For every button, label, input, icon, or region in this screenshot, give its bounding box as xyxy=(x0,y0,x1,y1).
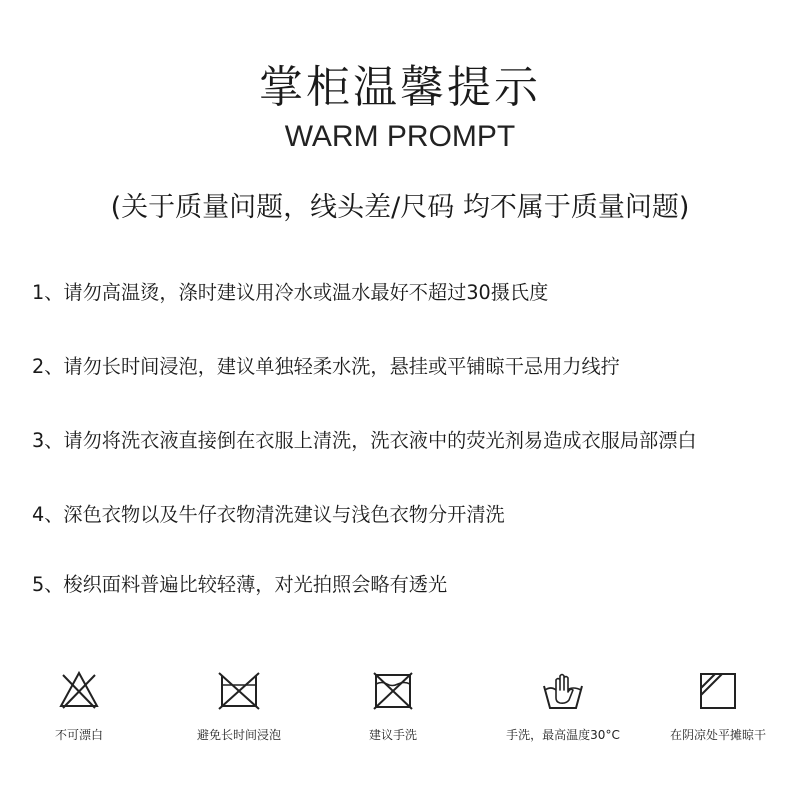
care-item-shade-dry-flat xyxy=(643,668,793,743)
quality-note: (关于质量问题，线头差/尺码 均不属于质量问题) xyxy=(110,192,690,223)
care-label-hand-wash-30: 手洗，最高温度30°C xyxy=(506,728,620,742)
care-item-no-bleach xyxy=(4,668,154,743)
list-item: 3、请勿将洗衣液直接倒在衣服上清洗，洗衣液中的荧光剂易造成衣服局部漂白 xyxy=(32,429,697,452)
page-title: 掌柜温馨提示 xyxy=(259,62,541,113)
care-label-shade-dry-flat: 在阴凉处平摊晾干 xyxy=(669,728,766,742)
shade-dry-flat-icon xyxy=(643,668,793,714)
list-item: 5、梭织面料普遍比较轻薄，对光拍照会略有透光 xyxy=(32,573,448,596)
care-item-no-soak xyxy=(164,668,314,743)
care-label-no-bleach: 不可漂白 xyxy=(54,728,103,742)
list-item: 2、请勿长时间浸泡，建议单独轻柔水洗，悬挂或平铺晾干忌用力线拧 xyxy=(32,355,620,378)
no-bleach-icon xyxy=(4,668,154,714)
page-subtitle: WARM PROMPT xyxy=(284,120,516,153)
hand-wash-recommended-icon xyxy=(318,668,468,714)
care-item-hand-wash-30 xyxy=(488,668,638,743)
care-label-no-soak: 避免长时间浸泡 xyxy=(196,728,281,742)
hand-wash-30-icon xyxy=(488,668,638,714)
care-item-hand-wash-recommended xyxy=(318,668,468,743)
care-icons-row xyxy=(0,668,800,778)
list-item: 1、请勿高温烫，涤时建议用冷水或温水最好不超过30摄氏度 xyxy=(32,281,549,304)
list-item: 4、深色衣物以及牛仔衣物清洗建议与浅色衣物分开清洗 xyxy=(32,503,505,526)
no-soak-icon xyxy=(164,668,314,714)
care-label-hand-wash-recommended: 建议手洗 xyxy=(368,728,417,742)
